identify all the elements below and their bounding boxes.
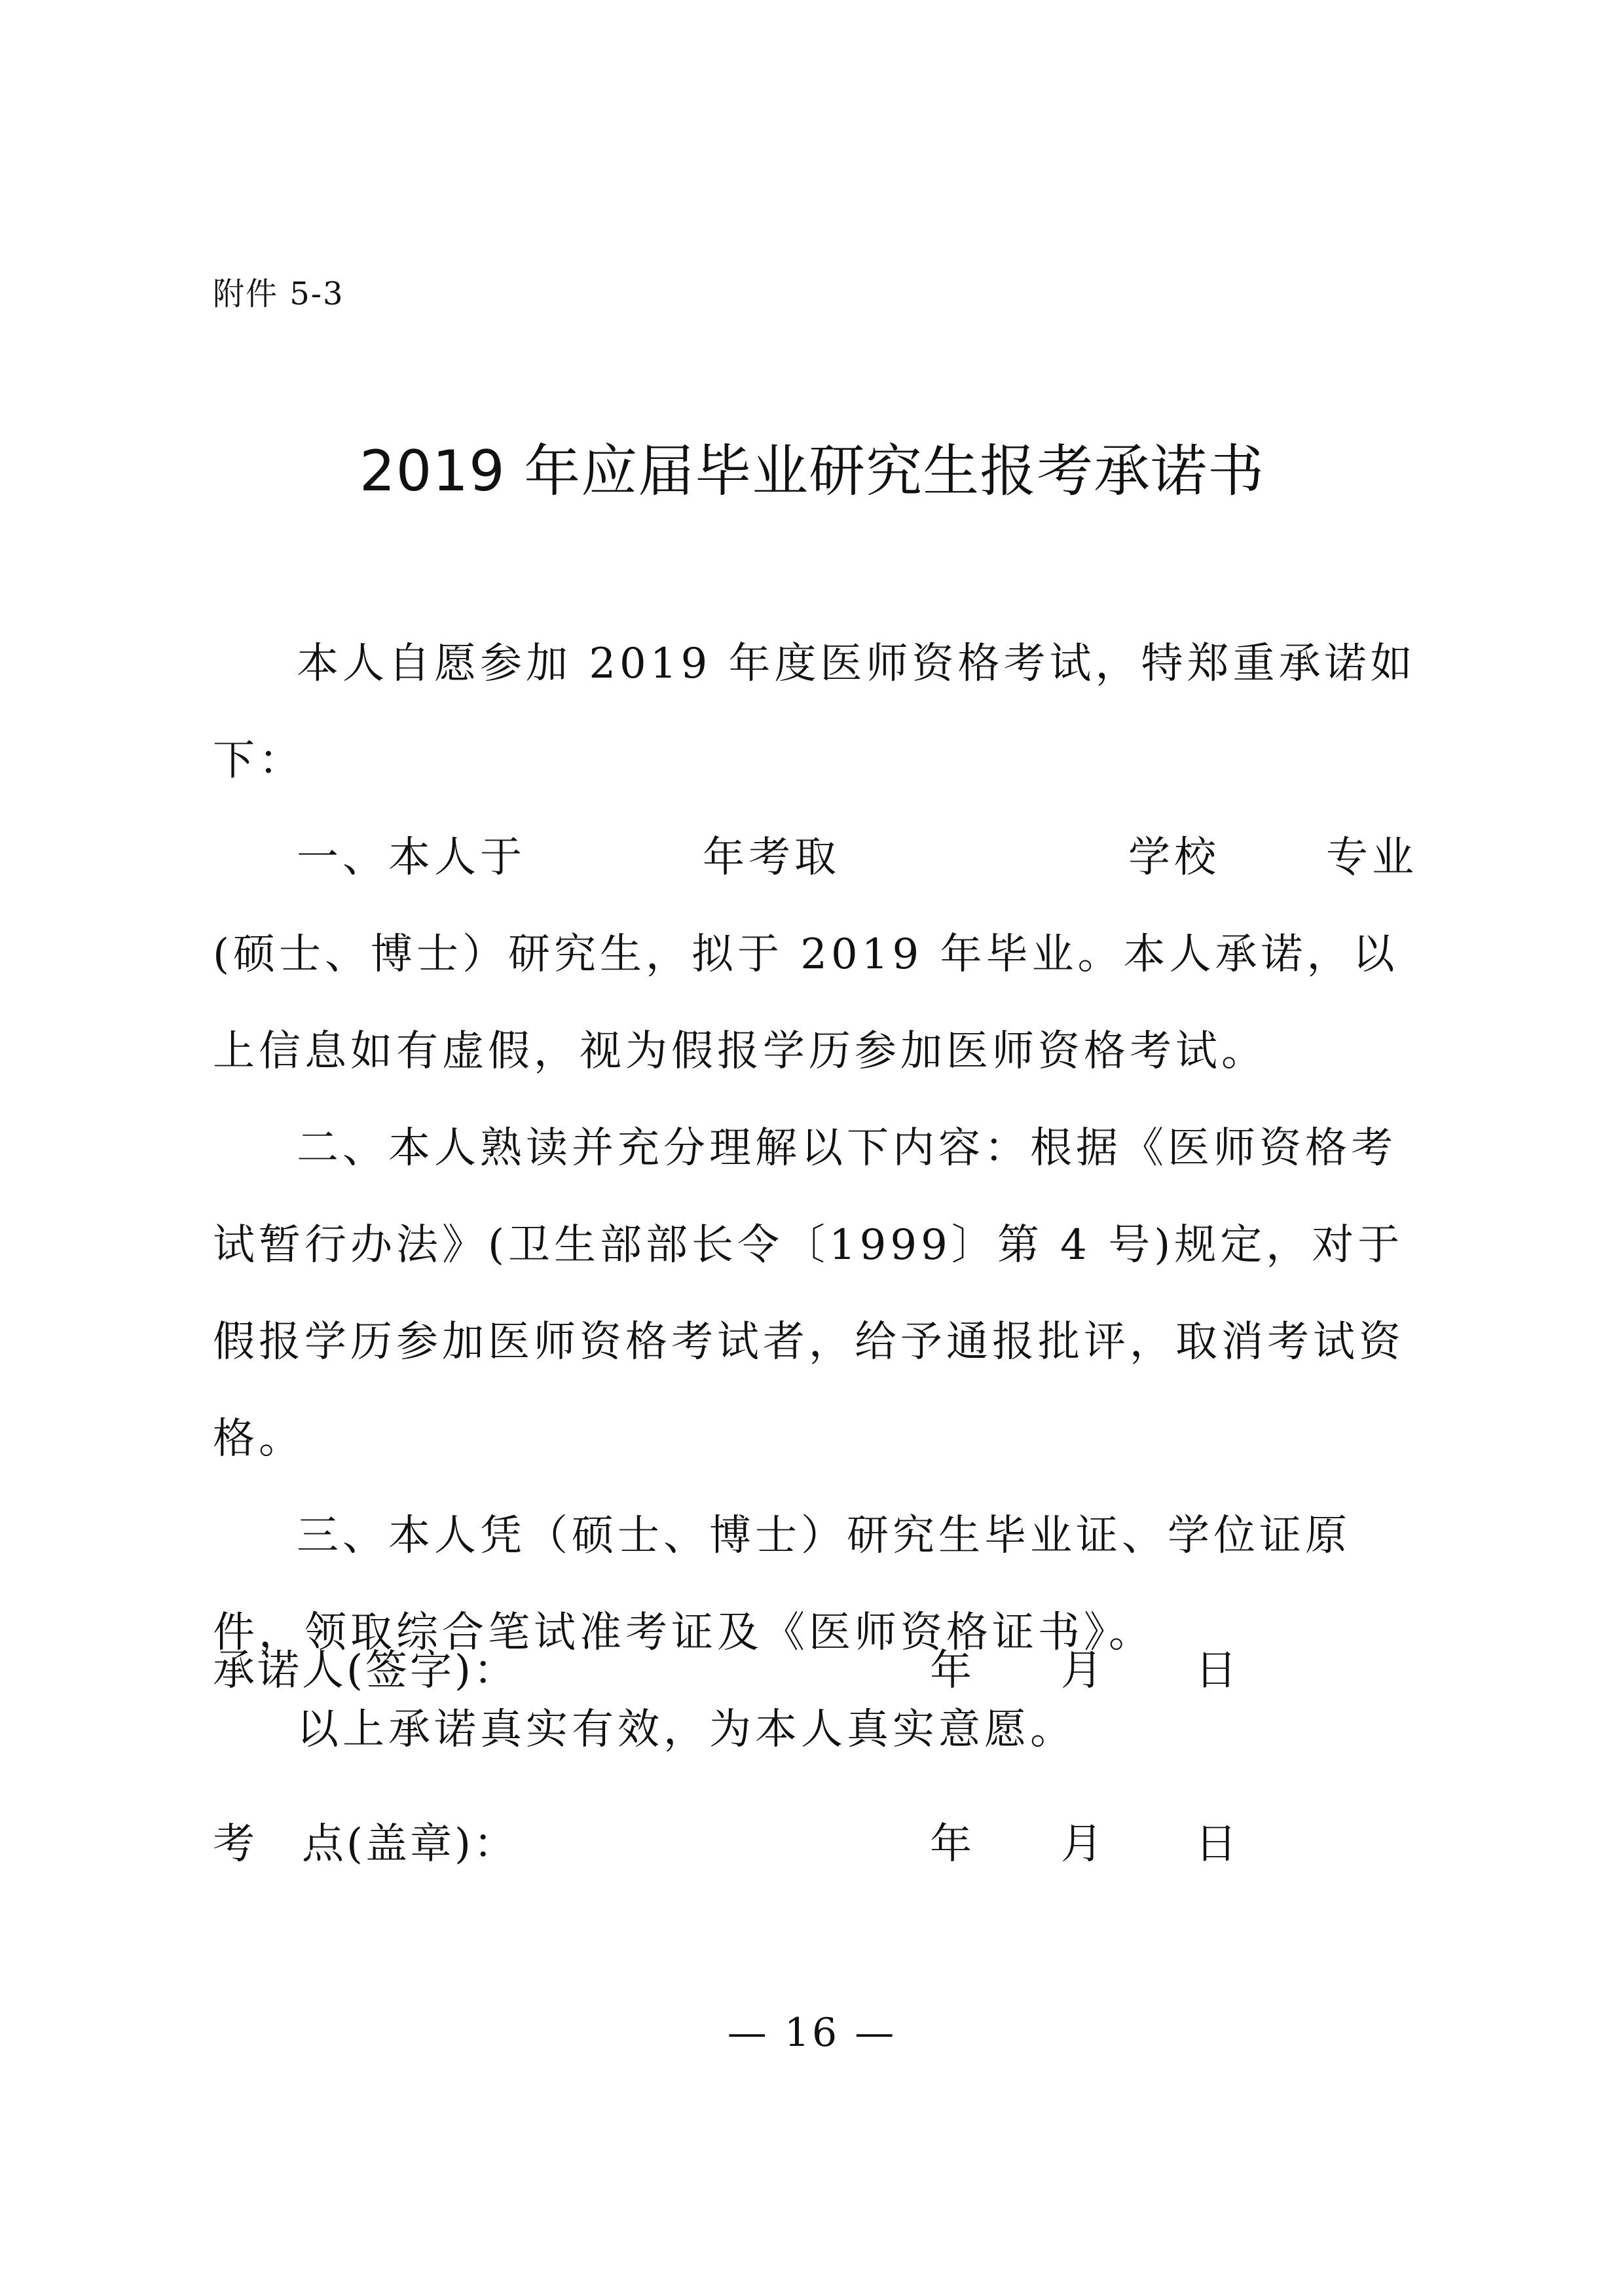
blank-major (1220, 809, 1326, 906)
item3-paragraph: 三、本人凭（硕士、博士）研究生毕业证、学位证原件，领取综合笔试准考证及《医师资格证书》。 (213, 1512, 1351, 1657)
promisor-date-month: 月 (1061, 1647, 1105, 1695)
promisor-signature-label: 承诺人(签字)： (213, 1647, 518, 1695)
exam-site-date-month: 月 (1061, 1820, 1105, 1868)
document-title: 2019 年应届毕业研究生报考承诺书 (359, 439, 1265, 504)
promisor-date-day: 日 (1195, 1647, 1240, 1695)
item1-part4: 专业 (1326, 833, 1418, 882)
item1-part3: 学校 (1128, 833, 1220, 882)
document-body (213, 615, 1418, 1778)
page-number: — 16 — (727, 2010, 897, 2056)
blank-school (840, 809, 1128, 906)
blank-year (526, 809, 703, 906)
item1-part2: 年考取 (703, 833, 840, 882)
attachment-label: 附件 5-3 (213, 276, 344, 312)
exam-site-date-year: 年 (930, 1820, 974, 1868)
item2-paragraph: 二、本人熟读并充分理解以下内容：根据《医师资格考试暂行办法》(卫生部部长令〔1999〕第 4 号)规定，对于假报学历参加医师资格考试者，给予通报批评，取消考试资格。 (213, 1124, 1405, 1463)
exam-site-seal-label: 考 点(盖章)： (213, 1820, 518, 1868)
item1-rest: (硕士、博士）研究生，拟于 2019 年毕业。本人承诺，以上信息如有虚假，视为假报学历参加医师资格考试。 (213, 930, 1399, 1076)
intro-paragraph: 本人自愿参加 2019 年度医师资格考试，特郑重承诺如下： (213, 640, 1416, 785)
exam-site-date-day: 日 (1195, 1820, 1240, 1868)
closing-paragraph: 以上承诺真实有效，为本人真实意愿。 (297, 1705, 1076, 1754)
item1-first-line (213, 809, 1418, 906)
promisor-date-year: 年 (930, 1647, 974, 1695)
item1-part1: 一、本人于 (297, 833, 526, 882)
